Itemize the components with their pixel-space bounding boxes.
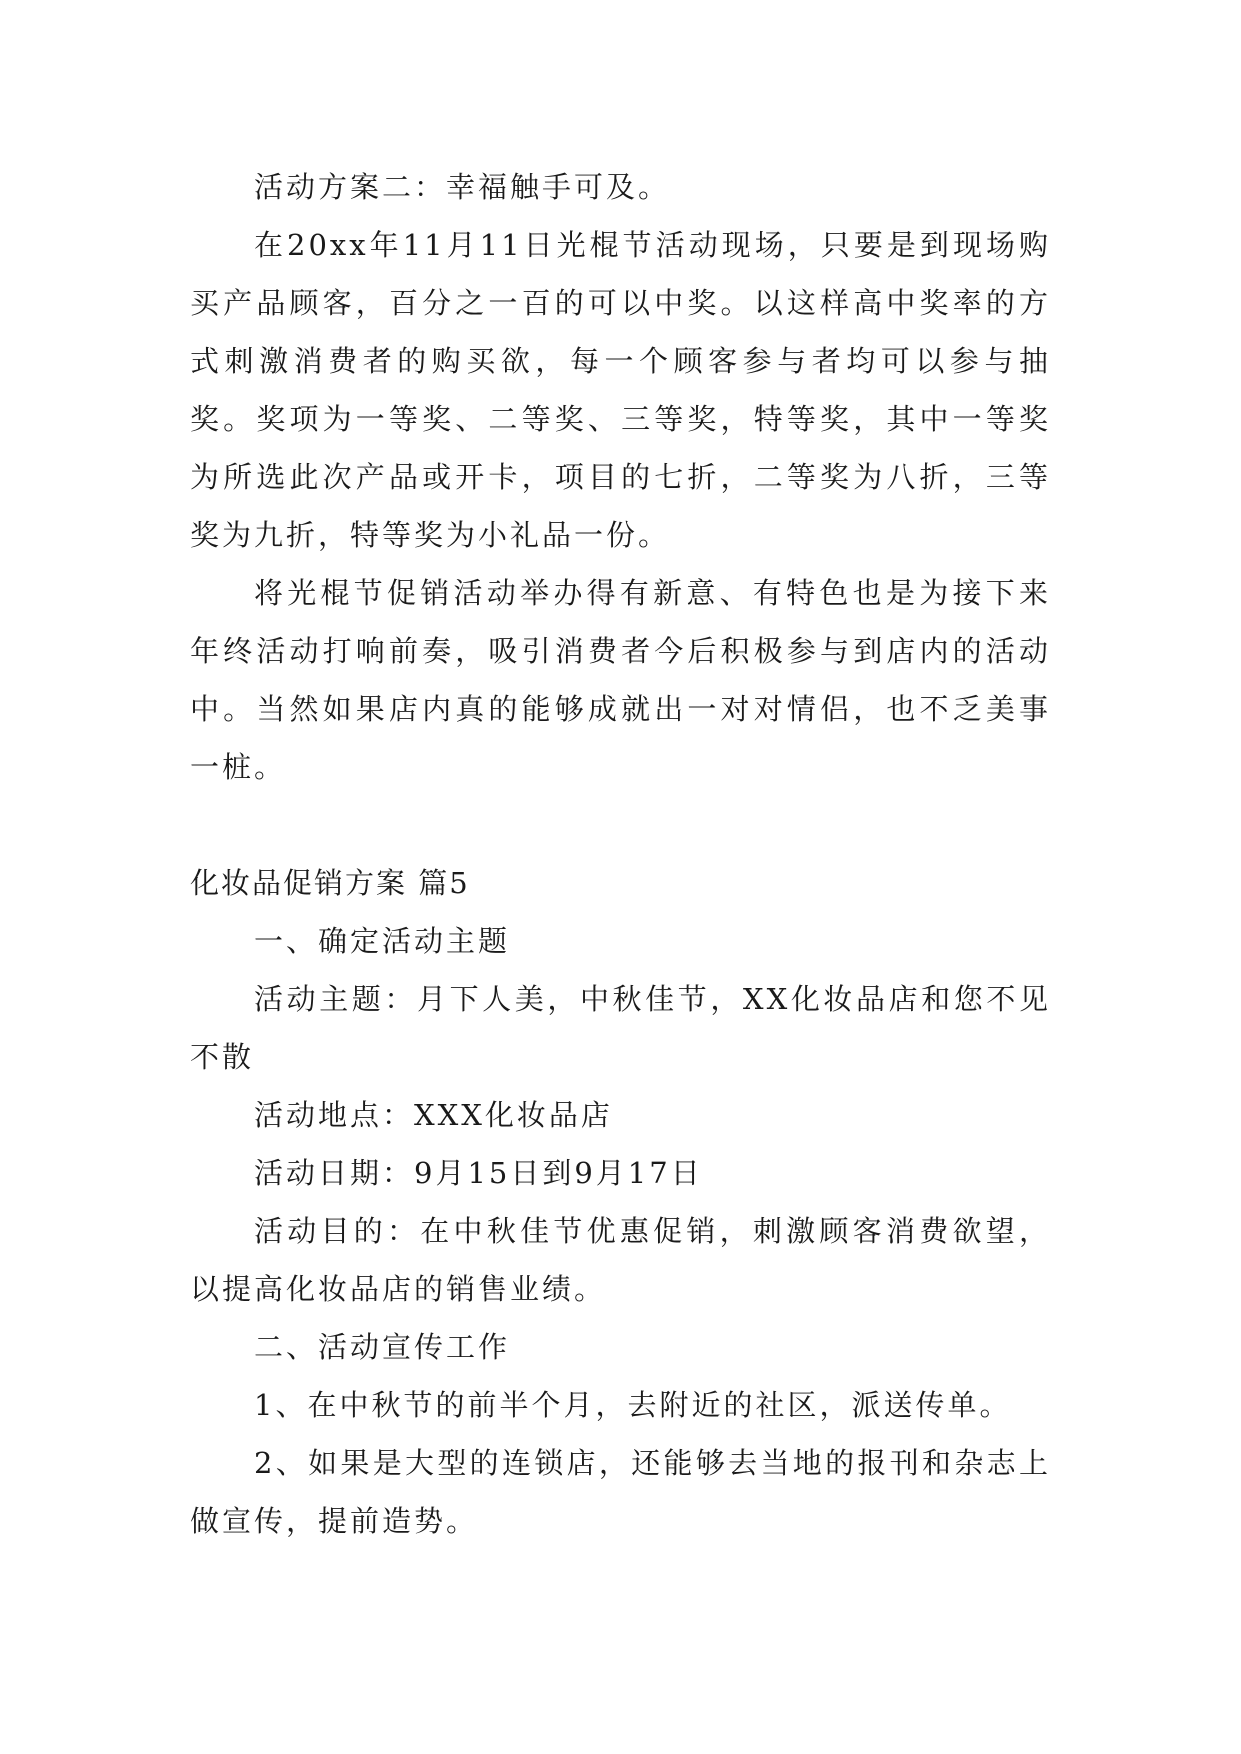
plan-two-description: 在20xx年11月11日光棍节活动现场，只要是到现场购买产品顾客，百分之一百的可以中奖。以这样高中奖率的方式刺激消费者的购买欲，每一个顾客参与者均可以参与抽奖。奖项为一等奖、二等奖、三等奖，特等奖，其中一等奖为所选此次产品或开卡，项目的七折，二等奖为八折，三等奖为九折，特等奖为小礼品一份。 [190, 228, 1051, 552]
promotion-item-2: 2、如果是大型的连锁店，还能够去当地的报刊和杂志上做宣传，提前造势。 [190, 1446, 1051, 1538]
activity-location: 活动地点：XXX化妆品店 [254, 1098, 613, 1132]
section-plan-two [190, 158, 1051, 796]
activity-theme: 活动主题：月下人美，中秋佳节，XX化妆品店和您不见不散 [190, 982, 1051, 1074]
plan-two-title: 活动方案二：幸福触手可及。 [254, 170, 671, 204]
subheading-theme: 一、确定活动主题 [254, 924, 511, 958]
activity-purpose: 活动目的：在中秋佳节优惠促销，刺激顾客消费欲望，以提高化妆品店的销售业绩。 [190, 1214, 1051, 1306]
activity-date: 活动日期：9月15日到9月17日 [254, 1156, 703, 1190]
promotion-item-1: 1、在中秋节的前半个月，去附近的社区，派送传单。 [254, 1388, 1012, 1422]
section-plan-five [190, 854, 1051, 1550]
subheading-promotion: 二、活动宣传工作 [254, 1330, 511, 1364]
section-heading: 化妆品促销方案 篇5 [190, 866, 470, 900]
plan-two-conclusion: 将光棍节促销活动举办得有新意、有特色也是为接下来年终活动打响前奏，吸引消费者今后积极参与到店内的活动中。当然如果店内真的能够成就出一对对情侣，也不乏美事一桩。 [190, 576, 1051, 784]
